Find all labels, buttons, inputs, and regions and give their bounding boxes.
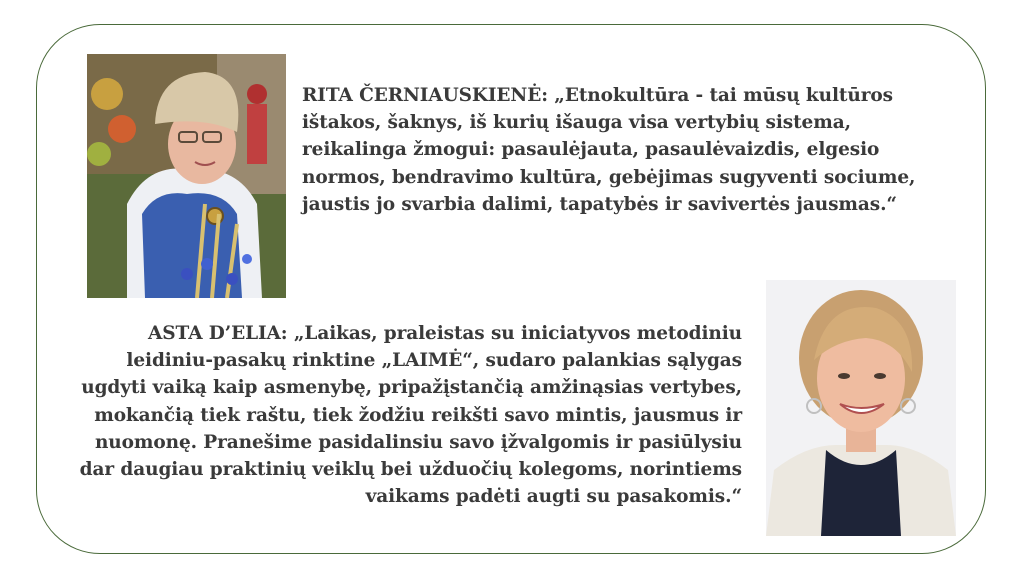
asta-quote-line: ugdyti vaiką kaip asmenybę, pripažįstančią amžinąsias vertybes, xyxy=(81,377,742,399)
asta-quote-line: nuomonę. Pranešime pasidalinsiu savo įžvalgomis ir pasiūlysiu xyxy=(94,431,742,453)
asta-quote-line: leidiniu-pasakų rinktine „LAIMĖ“, sudaro palankias sąlygas xyxy=(126,350,742,372)
asta-quote-line: mokančią tiek raštu, tiek žodžiu reikšti savo mintis, jausmus ir xyxy=(94,404,742,426)
rita-quote-line: jaustis jo svarbia dalimi, tapatybės ir savivertės jausmas.“ xyxy=(302,193,897,215)
asta-quote-line: dar daugiau praktinių veiklų bei užduočių kolegoms, norintiems xyxy=(79,459,742,481)
asta-quote-line: ASTA D’ELIA: „Laikas, praleistas su iniciatyvos metodiniu xyxy=(148,323,742,344)
rita-quote-line: RITA ČERNIAUSKIENĖ: „Etnokultūra - tai mūsų kultūros xyxy=(302,85,893,106)
rita-quote xyxy=(302,82,942,218)
asta-quote-line: vaikams padėti augti su pasakomis.“ xyxy=(365,486,742,508)
asta-photo xyxy=(766,280,956,536)
rita-quote-line: reikalinga žmogui: pasaulėjauta, pasaulėvaizdis, elgesio xyxy=(302,139,880,161)
rita-quote-line: normos, bendravimo kultūra, gebėjimas sugyventi sociume, xyxy=(302,166,916,188)
rita-quote-line: ištakos, šaknys, iš kurių išauga visa vertybių sistema, xyxy=(302,112,851,134)
rita-photo xyxy=(87,54,286,298)
asta-quote xyxy=(60,320,742,510)
